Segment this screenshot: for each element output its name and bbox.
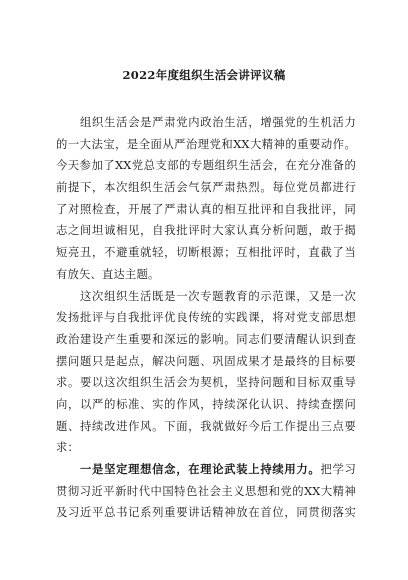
- text-line: 组织生活会是严肃党内政治生活，增强党的生机活力: [56, 116, 356, 129]
- text-line: 求：: [56, 441, 79, 455]
- text-line: 向，以严的标准、实的作风，持续深化认识、持续查摆问: [56, 397, 356, 411]
- text-line: 的一大法宝，是全面从严治理党和XX大精神的重要动作。: [56, 137, 356, 151]
- text-line: 志之间坦诚相见，自我批评时大家认真分析问题，敢于揭: [56, 224, 356, 238]
- text-line-lead: [56, 459, 356, 481]
- paragraph-3: [56, 459, 356, 524]
- text-line: 今天参加了XX党总支部的专题组织生活会，在充分准备的: [56, 159, 356, 173]
- text-line: 短亮丑，不避重就轻，切断根源；互相批评时，直截了当: [56, 246, 356, 260]
- text-line: 及习近平总书记系列重要讲话精神放在首位，同贯彻落实: [56, 506, 356, 520]
- text-line: 前提下，本次组织生活会气氛严肃热烈。每位党员都进行: [56, 181, 356, 195]
- text-line: 政治建设产生重要和深远的影响。同志们要清醒认识到查: [56, 332, 356, 346]
- text-line: 贯彻习近平新时代中国特色社会主义思想和党的XX大精神: [56, 484, 356, 498]
- lead-continuation: 把学习: [320, 463, 356, 476]
- text-line: 发扬批评与自我批评优良传统的实践课，将对党支部思想: [56, 311, 356, 325]
- paragraph-2: [56, 286, 356, 460]
- text-line: 求。要以这次组织生活会为契机，坚持问题和目标双重导: [56, 376, 356, 390]
- text-line: 摆问题只是起点，解决问题、巩固成果才是最终的目标要: [56, 354, 356, 368]
- text-line: 题、持续改进作风。下面，我就做好今后工作提出三点要: [56, 419, 356, 433]
- document-title: 2022年度组织生活会讲评议稿: [122, 68, 286, 82]
- section-heading-1: 一是坚定理想信念，在理论武装上持续用力。: [56, 462, 321, 476]
- document-body: [56, 112, 356, 524]
- text-line: 有放矢、直达主题。: [56, 267, 160, 281]
- text-line: 这次组织生活既是一次专题教育的示范课，又是一次: [56, 289, 356, 303]
- paragraph-1: [56, 112, 356, 286]
- text-line: 了对照检查，开展了严肃认真的相互批评和自我批评，同: [56, 202, 356, 216]
